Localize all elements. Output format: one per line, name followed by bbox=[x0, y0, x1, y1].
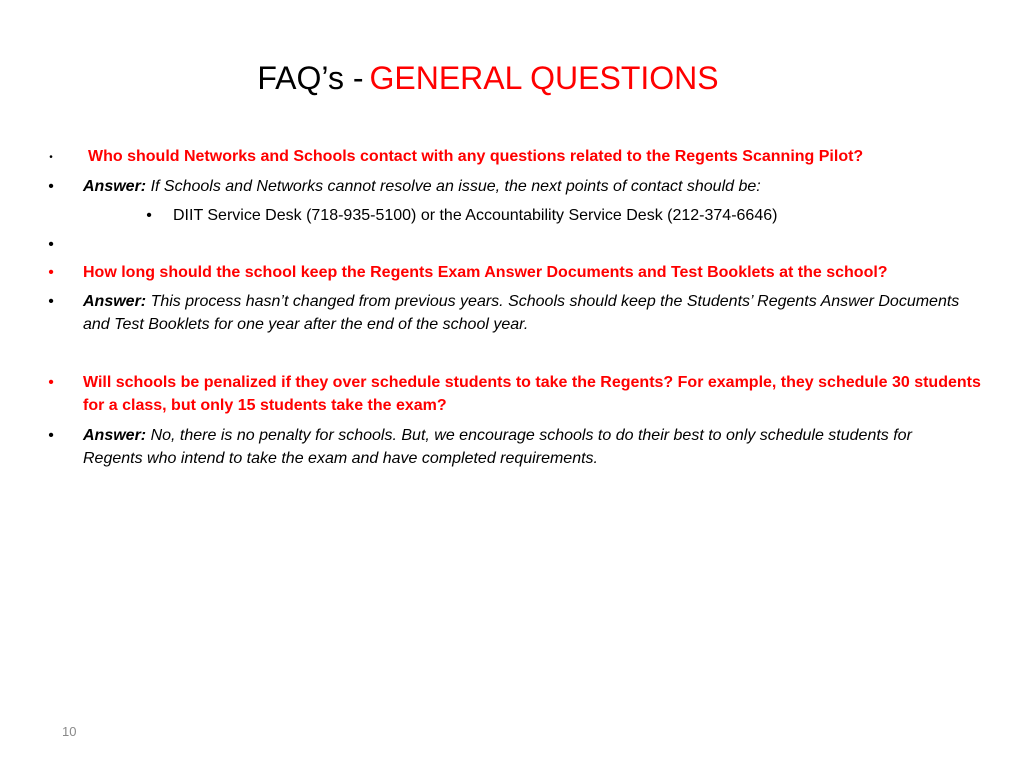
question-text: Will schools be penalized if they over schedule students to take the Regents? For example, they schedule 30 students for a class, but only 15 students take the exam? bbox=[83, 374, 981, 414]
title-prefix: FAQ’s - bbox=[257, 60, 364, 96]
bullet-icon: • bbox=[48, 293, 54, 310]
answer-body: If Schools and Networks cannot resolve an issue, the next points of contact should be: bbox=[146, 178, 761, 195]
bullet-icon: • bbox=[49, 152, 53, 163]
answer-body: No, there is no penalty for schools. But, we encourage schools to do their best to only schedule students for Regents who intend to take the exam and have completed requirements. bbox=[83, 427, 912, 467]
answer-label: Answer: bbox=[83, 178, 147, 195]
answer-body: This process hasn’t changed from previous years. Schools should keep the Students’ Regents Answer Documents and Test Booklets for one year after the end of the school year. bbox=[83, 293, 960, 333]
question-text: How long should the school keep the Regents Exam Answer Documents and Test Booklets at the school? bbox=[83, 264, 888, 281]
page-number: 10 bbox=[62, 724, 77, 739]
bullet-icon: • bbox=[48, 264, 54, 281]
answer-text bbox=[83, 290, 973, 336]
title-main: GENERAL QUESTIONS bbox=[369, 60, 719, 96]
bullet-icon: • bbox=[48, 236, 54, 253]
bullet-icon: • bbox=[48, 178, 54, 195]
bullet-icon: • bbox=[48, 427, 54, 444]
answer-label: Answer: bbox=[83, 293, 147, 310]
bullet-icon: • bbox=[146, 207, 152, 224]
bullet-icon: • bbox=[48, 374, 54, 391]
question-text: Who should Networks and Schools contact with any questions related to the Regents Scanning Pilot? bbox=[88, 148, 864, 165]
contact-info: DIIT Service Desk (718-935-5100) or the Accountability Service Desk (212-374-6646) bbox=[173, 207, 778, 224]
answer-text bbox=[83, 175, 983, 198]
answer-text bbox=[83, 424, 933, 470]
answer-label: Answer: bbox=[83, 427, 147, 444]
